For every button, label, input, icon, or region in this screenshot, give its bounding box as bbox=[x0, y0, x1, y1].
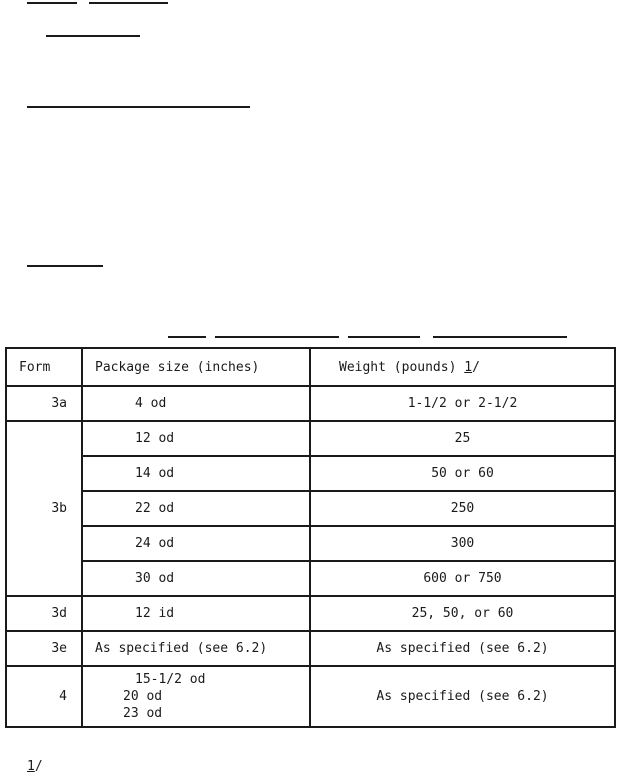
package-size-line: 23 od bbox=[123, 706, 163, 721]
footnote bbox=[27, 759, 43, 774]
footnote-ref-slash: / bbox=[472, 359, 480, 375]
package-size-cell: 14 od bbox=[82, 456, 310, 491]
package-size-cell: 12 od bbox=[82, 421, 310, 456]
redacted-caption-rule bbox=[433, 336, 567, 338]
form-cell: 4 bbox=[6, 666, 82, 727]
footnote-ref: 1 bbox=[464, 359, 473, 375]
form-cell: 3a bbox=[6, 386, 82, 421]
weight-cell: As specified (see 6.2) bbox=[310, 631, 615, 666]
table-row bbox=[6, 561, 615, 596]
weight-cell: 1-1/2 or 2-1/2 bbox=[310, 386, 615, 421]
package-size-cell: 12 id bbox=[82, 596, 310, 631]
package-size-cell: 24 od bbox=[82, 526, 310, 561]
table-row bbox=[6, 421, 615, 456]
package-size-cell: 22 od bbox=[82, 491, 310, 526]
table-row bbox=[6, 456, 615, 491]
redacted-caption-rule bbox=[348, 336, 420, 338]
weight-cell: 250 bbox=[310, 491, 615, 526]
table-header-row bbox=[6, 348, 615, 386]
package-size-cell: 30 od bbox=[82, 561, 310, 596]
redacted-heading-rule bbox=[27, 106, 250, 108]
weight-cell: 50 or 60 bbox=[310, 456, 615, 491]
redacted-heading-rule bbox=[89, 2, 168, 4]
redacted-heading-rule bbox=[27, 265, 103, 267]
package-size-cell: As specified (see 6.2) bbox=[82, 631, 310, 666]
table-row bbox=[6, 386, 615, 421]
table-row bbox=[6, 596, 615, 631]
form-cell: 3d bbox=[6, 596, 82, 631]
header-weight-label: Weight (pounds) bbox=[339, 359, 465, 375]
weight-cell: 25, 50, or 60 bbox=[310, 596, 615, 631]
header-weight bbox=[310, 348, 615, 386]
footnote-mark: 1 bbox=[27, 759, 35, 774]
package-size-table bbox=[5, 347, 616, 728]
weight-cell: 600 or 750 bbox=[310, 561, 615, 596]
weight-cell: 25 bbox=[310, 421, 615, 456]
redacted-caption-rule bbox=[168, 336, 206, 338]
package-size-cell: 4 od bbox=[82, 386, 310, 421]
package-size-line: 20 od bbox=[123, 689, 163, 704]
form-cell: 3e bbox=[6, 631, 82, 666]
table-row bbox=[6, 631, 615, 666]
table-row bbox=[6, 666, 615, 727]
header-package-size: Package size (inches) bbox=[82, 348, 310, 386]
table-row bbox=[6, 526, 615, 561]
package-size-line: 15-1/2 od bbox=[135, 672, 206, 687]
redacted-heading-rule bbox=[27, 2, 77, 4]
redacted-heading-rule bbox=[46, 35, 140, 37]
weight-cell: 300 bbox=[310, 526, 615, 561]
form-cell: 3b bbox=[6, 421, 82, 596]
table-row bbox=[6, 491, 615, 526]
weight-cell: As specified (see 6.2) bbox=[310, 666, 615, 727]
header-form: Form bbox=[6, 348, 82, 386]
redacted-caption-rule bbox=[215, 336, 339, 338]
package-size-cell bbox=[82, 666, 310, 727]
footnote-slash: / bbox=[34, 759, 43, 774]
